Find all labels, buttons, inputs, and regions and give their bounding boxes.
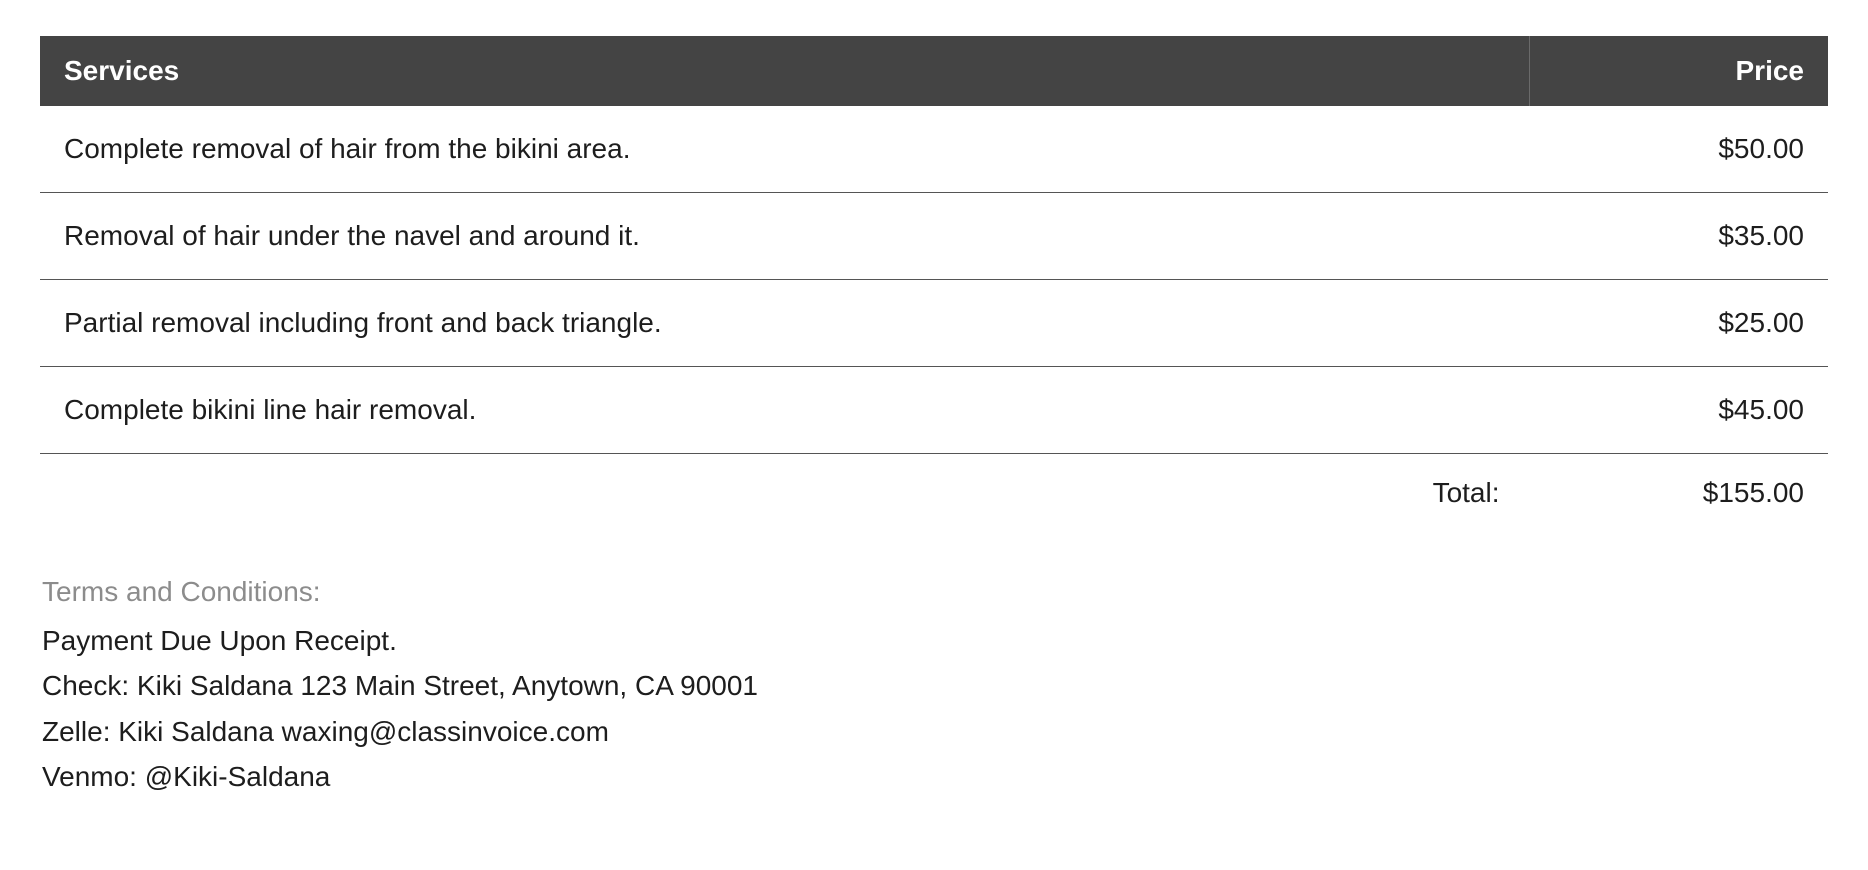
service-description: Partial removal including front and back triangle. — [40, 280, 1530, 367]
terms-line-zelle: Zelle: Kiki Saldana waxing@classinvoice.com — [42, 715, 609, 747]
terms-line-venmo: Venmo: @Kiki-Saldana — [42, 761, 331, 793]
table-header — [40, 36, 1828, 106]
service-price: $25.00 — [1530, 280, 1829, 367]
terms-line-payment: Payment Due Upon Receipt. — [42, 625, 397, 656]
terms-line-check: Check: Kiki Saldana 123 Main Street, Anytown, CA 90001 — [42, 670, 758, 702]
service-price: $50.00 — [1530, 106, 1829, 193]
service-price: $45.00 — [1530, 367, 1829, 454]
table-row — [40, 106, 1828, 193]
table-row — [40, 367, 1828, 454]
table-row — [40, 280, 1828, 367]
table-row — [40, 193, 1828, 280]
services-price-table — [40, 36, 1828, 532]
table-body — [40, 106, 1828, 532]
table-header-row — [40, 36, 1828, 106]
service-description: Complete bikini line hair removal. — [40, 367, 1530, 454]
service-price: $35.00 — [1530, 193, 1829, 280]
service-description: Removal of hair under the navel and around it. — [40, 193, 1530, 280]
column-header-price: Price — [1530, 36, 1829, 106]
total-value: $155.00 — [1702, 477, 1804, 508]
total-label: Total: — [1432, 477, 1500, 508]
service-description: Complete removal of hair from the bikini area. — [40, 106, 1530, 193]
terms-and-conditions-section — [40, 576, 1828, 799]
column-header-services: Services — [40, 36, 1530, 106]
terms-heading: Terms and Conditions: — [42, 576, 321, 607]
table-total-row — [40, 454, 1828, 533]
